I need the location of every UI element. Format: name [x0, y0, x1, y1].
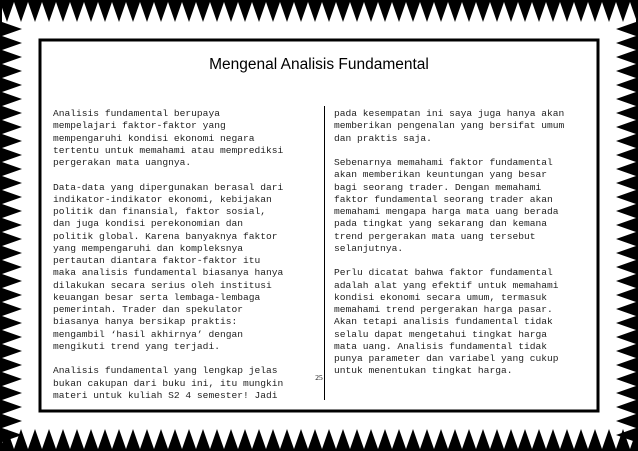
text-line: Analisis fundamental yang lengkap jelas [53, 365, 278, 377]
text-line: pergerakan mata uangnya. [53, 157, 192, 168]
right-column [334, 108, 596, 390]
text-line: punya parameter dan variabel yang cukup [334, 353, 559, 364]
text-line: selalu dapat mengetahui tingkat harga [334, 328, 548, 340]
text-line: dan praktis saja. [334, 132, 432, 144]
text-line: adalah alat yang efektif untuk memahami [334, 279, 559, 291]
text-line: mengikuti trend yang terjadi. [53, 340, 220, 352]
text-line: trend pergerakan mata uang tersebut [334, 230, 536, 242]
text-line: untuk menentukan tingkat harga. [334, 365, 513, 377]
paragraph [53, 108, 321, 169]
text-line: keuangan besar serta lembaga-lembaga [53, 291, 261, 303]
text-line: politik global. Karena banyaknya faktor [53, 230, 278, 242]
text-line: faktor fundamental seorang trader akan [334, 193, 553, 205]
paragraph [53, 365, 321, 402]
text-line: mengambil ‘hasil akhirnya’ dengan [53, 328, 243, 340]
text-line: pada kesempatan ini saya juga hanya akan [334, 108, 565, 119]
text-line: pada tingkat yang sekarang dan kemana [334, 218, 548, 230]
text-line: politik dan finansial, faktor sosial, [53, 206, 267, 217]
column-divider [324, 106, 325, 400]
text-line: materi untuk kuliah S2 4 semester! Jadi [53, 389, 278, 401]
text-line: bagi seorang trader. Dengan memahami [334, 181, 542, 193]
text-line: memahami mengapa harga mata uang berada [334, 206, 559, 217]
paragraph [334, 157, 596, 255]
text-line: indikator-indikator ekonomi, kebijakan [53, 193, 272, 205]
text-line: mempelajari faktor-faktor yang [53, 120, 226, 132]
text-line: Sebenarnya memahami faktor fundamental [334, 157, 553, 168]
paragraph [334, 267, 596, 377]
text-line: mata uang. Analisis fundamental tidak [334, 340, 548, 352]
page-title: Mengenal Analisis Fundamental [209, 56, 429, 73]
text-line: biasanya hanya bersikap praktis: [53, 316, 238, 328]
text-line: yang mempengaruhi dan kompleksnya [53, 242, 243, 254]
document-page [44, 44, 594, 407]
text-line: memahami trend pergerakan harga pasar. [334, 304, 553, 315]
text-line: Data-data yang dipergunakan berasal dari [53, 181, 284, 193]
text-line: memberikan pengenalan yang bersifat umum [334, 120, 565, 132]
text-line: pertautan diantara faktor-faktor itu [53, 255, 261, 266]
text-line: tertentu untuk memahami atau memprediksi [53, 144, 284, 156]
paragraph [334, 108, 596, 145]
text-line: pemerintah. Trader dan spekulator [53, 304, 243, 315]
text-line: dilakukan secara serius oleh institusi [53, 279, 272, 291]
text-line: mempengaruhi kondisi ekonomi negara [53, 132, 255, 144]
text-line: Analisis fundamental berupaya [53, 108, 220, 119]
text-line: bukan cakupan dari buku ini, itu mungkin [53, 377, 284, 389]
text-line: akan memberikan keuntungan yang besar [334, 169, 548, 181]
text-line: Akan tetapi analisis fundamental tidak [334, 316, 553, 328]
text-line: maka analisis fundamental biasanya hanya [53, 267, 284, 279]
text-line: kondisi ekonomi secara umum, termasuk [334, 291, 548, 303]
paragraph [53, 182, 321, 354]
text-line: Perlu dicatat bahwa faktor fundamental [334, 267, 553, 279]
page-number: 25 [315, 373, 323, 382]
left-column [53, 108, 321, 414]
text-line: dan juga kondisi perekonomian dan [53, 218, 243, 230]
text-line: selanjutnya. [334, 242, 404, 254]
